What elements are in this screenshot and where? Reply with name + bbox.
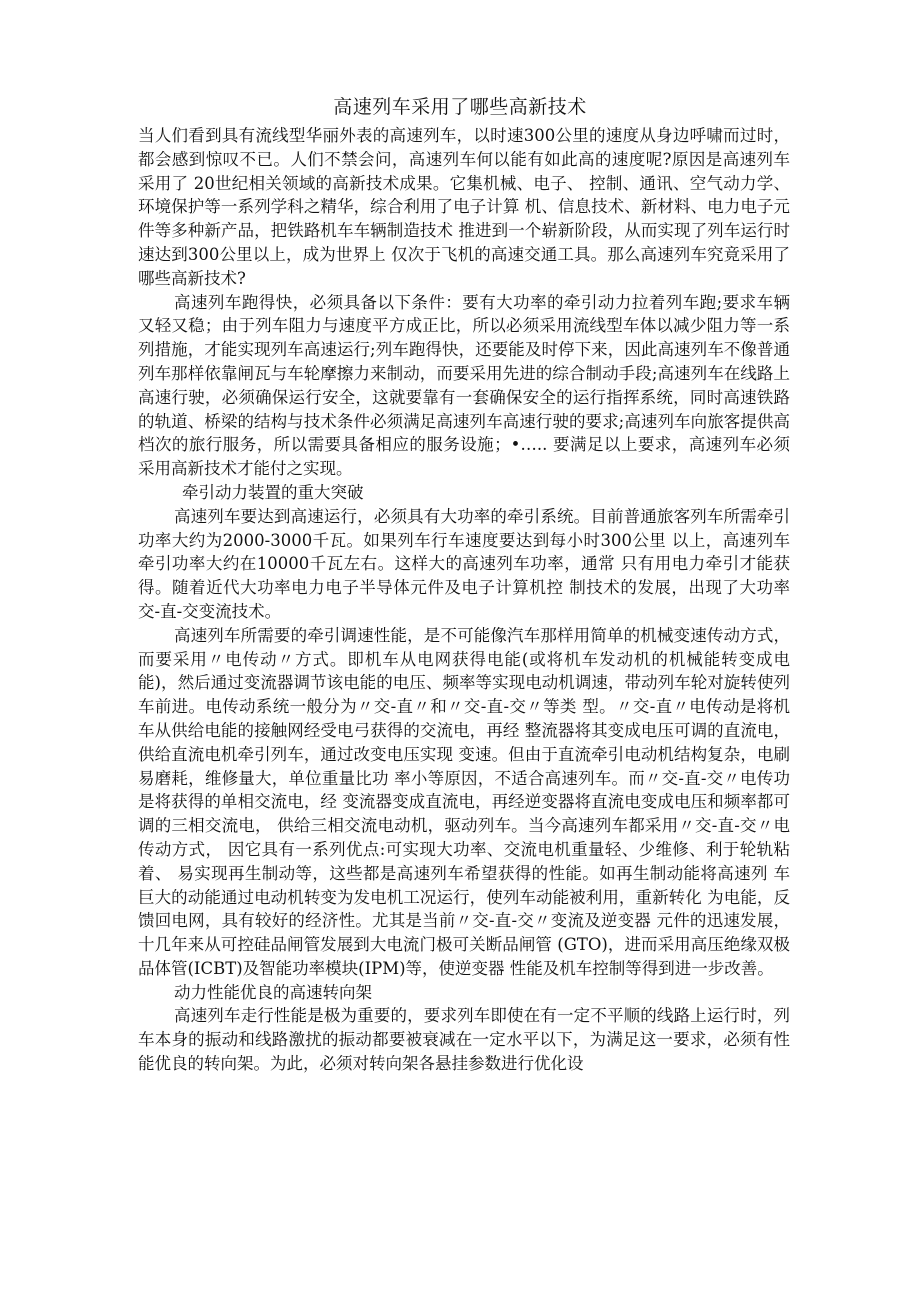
conditions-paragraph: 高速列车跑得快，必须具备以下条件：要有大功率的牵引动力拉着列车跑;要求车辆又轻又稳；由于列车阻力与速度平方成正比，所以必须采用流线型车体以减少阻力等一系列措施，才能实现列车高速运行;列车跑得快，还要能及时停下来，因此高速列车不像普通列车那样依靠闸瓦与车轮摩擦力来制动，而要采用先进的综合制动手段;高速列车在线路上高速行驶，必须确保运行安全，这就要靠有一套确保安全的运行指挥系统，同时高速铁路的轨道、桥梁的结构与技术条件必须满足高速列车高速行驶的要求;高速列车向旅客提供高档次的旅行服务，所以需要具备相应的服务设施；•….. 要满足以上要求，高速列车必须采用高新技术才能付之实现。 <box>138 292 790 479</box>
section-heading-traction: 牵引动力装置的重大突破 <box>182 482 364 502</box>
intro-paragraph: 当人们看到具有流线型华丽外表的高速列车，以时速300公里的速度从身边呼啸而过时，都会感到惊叹不已。人们不禁会问，高速列车何以能有如此高的速度呢?原因是高速列车采用了 20世纪相关领域的高新技术成果。它集机械、电子、 控制、通讯、空气动力学、环境保护等一系列学科之精华，综合利用了电子计算 机、信息技术、新材料、电力电子元件等多种新产品，把铁路机车车辆制造技术 推进到一个崭新阶段，从而实现了列车运行时速达到300公里以上，成为世界上 仅次于飞机的高速交通工具。那么高速列车究竟采用了哪些高新技术? <box>138 126 790 288</box>
bogie-paragraph: 高速列车走行性能是极为重要的，要求列车即使在有一定不平顺的线路上运行时，列车本身的振动和线路激扰的振动都要被衰减在一定水平以下，为满足这一要求，必须有性能优良的转向架。为此，必须对转向架各悬挂参数进行优化设 <box>138 1006 790 1074</box>
section-heading-bogie: 动力性能优良的高速转向架 <box>174 982 372 1002</box>
electric-drive-paragraph: 高速列车所需要的牵引调速性能，是不可能像汽车那样用简单的机械变速传动方式，而要采用〃电传动〃方式。即机车从电网获得电能(或将机车发动机的机械能转变成电能)，然后通过变流器调节该电能的电压、频率等实现电动机调速，带动列车轮对旋转使列车前进。电传动系统一般分为〃交-直〃和〃交-直-交〃等类 型。〃交-直〃电传动是将机车从供给电能的接触网经受电弓获得的交流电，再经 整流器将其变成电压可调的直流电，供给直流电机牵引列车，通过改变电压实现 变速。但由于直流牵引电动机结构复杂，电刷易磨耗，维修量大，单位重量比功 率小等原因，不适合高速列车。而〃交-直-交〃电传功是将获得的单相交流电，经 变流器变成直流电，再经逆变器将直流电变成电压和频率都可调的三相交流电， 供给三相交流电动机，驱动列车。当今高速列车都采用〃交-直-交〃电传动方式， 因它具有一系列优点:可实现大功率、交流电机重量轻、少维修、利于轮轨粘着、 易实现再生制动等，这些都是高速列车希望获得的性能。如再生制动能将高速列 车巨大的动能通过电动机转变为发电机工况运行，使列车动能被利用，重新转化 为电能，反馈回电网，具有较好的经济性。尤其是当前〃交-直-交〃变流及逆变器 元件的迅速发展，十几年来从可控硅品闸管发展到大电流门极可关断品闸管 (GTO)，进而采用高压绝缘双极品体管(ICBT)及智能功率模块(IPM)等，使逆变器 性能及机车控制等得到进一步改善。 <box>138 625 790 978</box>
traction-power-paragraph: 高速列车要达到高速运行，必须具有大功率的牵引系统。目前普通旅客列车所需牵引功率大约为2000-3000千瓦。如果列车行车速度要达到每小时300公里 以上，高速列车牵引功率大约在10000千瓦左右。这样大的高速列车功率，通常 只有用电力牵引才能获得。随着近代大功率电力电子半导体元件及电子计算机控 制技术的发展，出现了大功率交-直-交变流技术。 <box>138 506 790 621</box>
document-title: 高速列车采用了哪些高新技术 <box>333 96 587 118</box>
document-body <box>138 124 790 1076</box>
